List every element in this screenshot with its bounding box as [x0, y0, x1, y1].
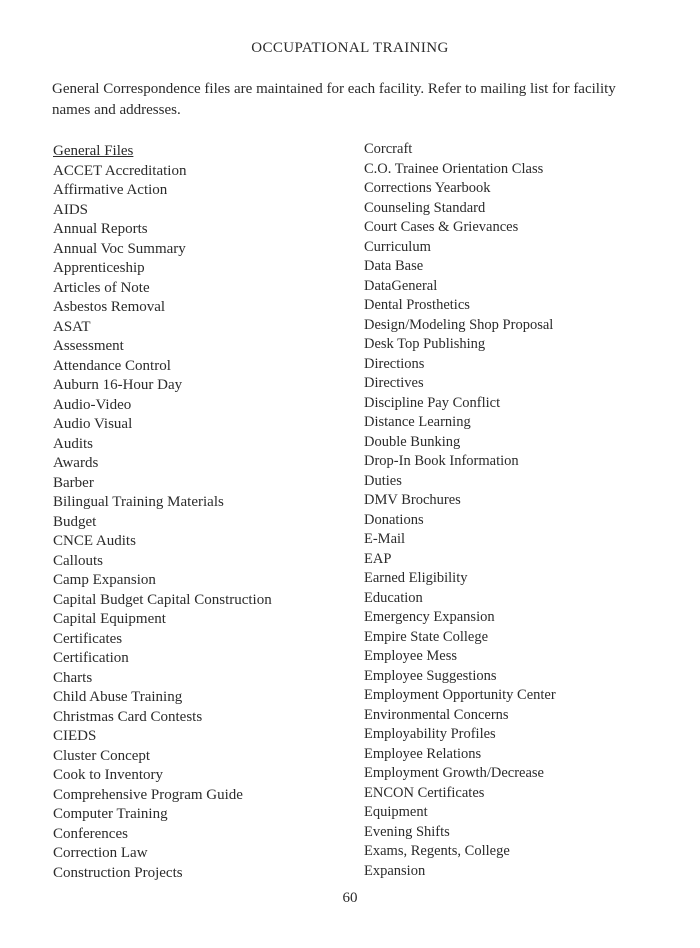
file-list-item: Duties: [364, 472, 402, 489]
file-list-item: Apprenticeship: [53, 260, 145, 276]
file-list-item: Camp Expansion: [53, 572, 156, 588]
file-list-item: Court Cases & Grievances: [364, 219, 519, 235]
file-list-item: Callouts: [53, 552, 104, 569]
file-list-item: Annual Reports: [53, 221, 148, 237]
file-list-item: C.O. Trainee Orientation Class: [364, 160, 544, 177]
file-list-item: ACCET Accreditation: [53, 162, 187, 179]
file-list-item: Employment Growth/Decrease: [364, 765, 544, 781]
file-list-item: Audio Visual: [53, 416, 133, 432]
file-list-item: AIDS: [53, 201, 89, 218]
file-list-item: Discipline Pay Conflict: [364, 394, 501, 411]
file-list-item: Certification: [53, 650, 129, 666]
file-list-item: Child Abuse Training: [53, 689, 183, 705]
right-file-list: [364, 140, 556, 881]
file-list-item: Employability Profiles: [364, 726, 496, 742]
file-list-item: Charts: [53, 669, 93, 686]
file-list-item: DataGeneral: [364, 277, 438, 294]
intro-paragraph: General Correspondence files are maintained for each facility. Refer to mailing list for facility names and addresses.: [52, 81, 616, 118]
file-list-item: Double Bunking: [364, 433, 461, 450]
file-list-item: Certificates: [53, 630, 123, 647]
file-list-item: Employee Relations: [364, 745, 482, 762]
file-list-item: Budget: [53, 513, 97, 530]
file-list-item: DMV Brochures: [364, 492, 461, 508]
file-list-item: Affirmative Action: [53, 182, 168, 198]
file-list-item: Exams, Regents, College: [364, 843, 510, 859]
file-list-item: Correction Law: [53, 845, 148, 861]
file-list-item: Corrections Yearbook: [364, 180, 491, 196]
file-list-item: Corcraft: [364, 141, 413, 157]
file-list-item: Counseling Standard: [364, 199, 486, 216]
file-list-item: Cook to Inventory: [53, 767, 163, 783]
file-list-item: Employee Suggestions: [364, 667, 497, 684]
file-list-item: Articles of Note: [53, 279, 150, 296]
general-files-heading: General Files: [53, 143, 134, 159]
file-list-item: Annual Voc Summary: [53, 240, 186, 257]
file-list-item: Capital Equipment: [53, 611, 166, 627]
file-list-item: Audio-Video: [53, 396, 132, 413]
file-list-item: Awards: [53, 455, 99, 471]
file-list-item: ASAT: [53, 318, 91, 335]
file-list-item: ENCON Certificates: [364, 784, 485, 801]
file-list-item: Design/Modeling Shop Proposal: [364, 316, 554, 333]
left-file-list: [53, 142, 272, 883]
file-list-item: Employee Mess: [364, 648, 458, 664]
page-title: OCCUPATIONAL TRAINING: [251, 40, 449, 56]
file-list-item: Computer Training: [53, 806, 168, 822]
file-list-item: Earned Eligibility: [364, 570, 468, 586]
file-list-item: Directions: [364, 355, 425, 372]
file-list-item: Barber: [53, 474, 94, 491]
file-list-item: Equipment: [364, 804, 428, 820]
file-list-item: E-Mail: [364, 531, 406, 547]
file-list-item: Expansion: [364, 862, 426, 879]
page-number: 60: [342, 890, 358, 906]
file-list-item: EAP: [364, 550, 392, 567]
file-list-item: Emergency Expansion: [364, 609, 495, 625]
file-list-item: Christmas Card Contests: [53, 708, 203, 725]
file-list-item: Dental Prosthetics: [364, 297, 470, 313]
file-list-item: Conferences: [53, 825, 128, 842]
file-list-item: Directives: [364, 375, 424, 391]
file-list-item: Capital Budget Capital Construction: [53, 591, 272, 608]
file-list-item: Audits: [53, 435, 94, 452]
file-list-item: Distance Learning: [364, 414, 471, 430]
file-list-item: Empire State College: [364, 628, 489, 645]
file-list-item: Construction Projects: [53, 864, 183, 881]
file-list-item: CIEDS: [53, 728, 97, 744]
file-list-item: Auburn 16-Hour Day: [53, 377, 183, 393]
file-list-item: Data Base: [364, 258, 424, 274]
file-list-item: Bilingual Training Materials: [53, 494, 224, 510]
file-list-item: Environmental Concerns: [364, 706, 509, 723]
file-list-item: Employment Opportunity Center: [364, 687, 556, 703]
file-list-item: Assessment: [53, 338, 124, 354]
file-list-item: CNCE Audits: [53, 533, 136, 549]
file-list-item: Cluster Concept: [53, 747, 151, 764]
file-list-item: Education: [364, 589, 423, 606]
file-list-item: Evening Shifts: [364, 823, 450, 840]
file-list-item: Drop-In Book Information: [364, 453, 519, 469]
file-list-item: Attendance Control: [53, 357, 171, 374]
file-list-item: Donations: [364, 511, 424, 528]
file-list-item: Desk Top Publishing: [364, 336, 486, 352]
file-list-item: Comprehensive Program Guide: [53, 786, 243, 803]
file-list-item: Asbestos Removal: [53, 299, 166, 315]
file-list-item: Curriculum: [364, 238, 431, 255]
